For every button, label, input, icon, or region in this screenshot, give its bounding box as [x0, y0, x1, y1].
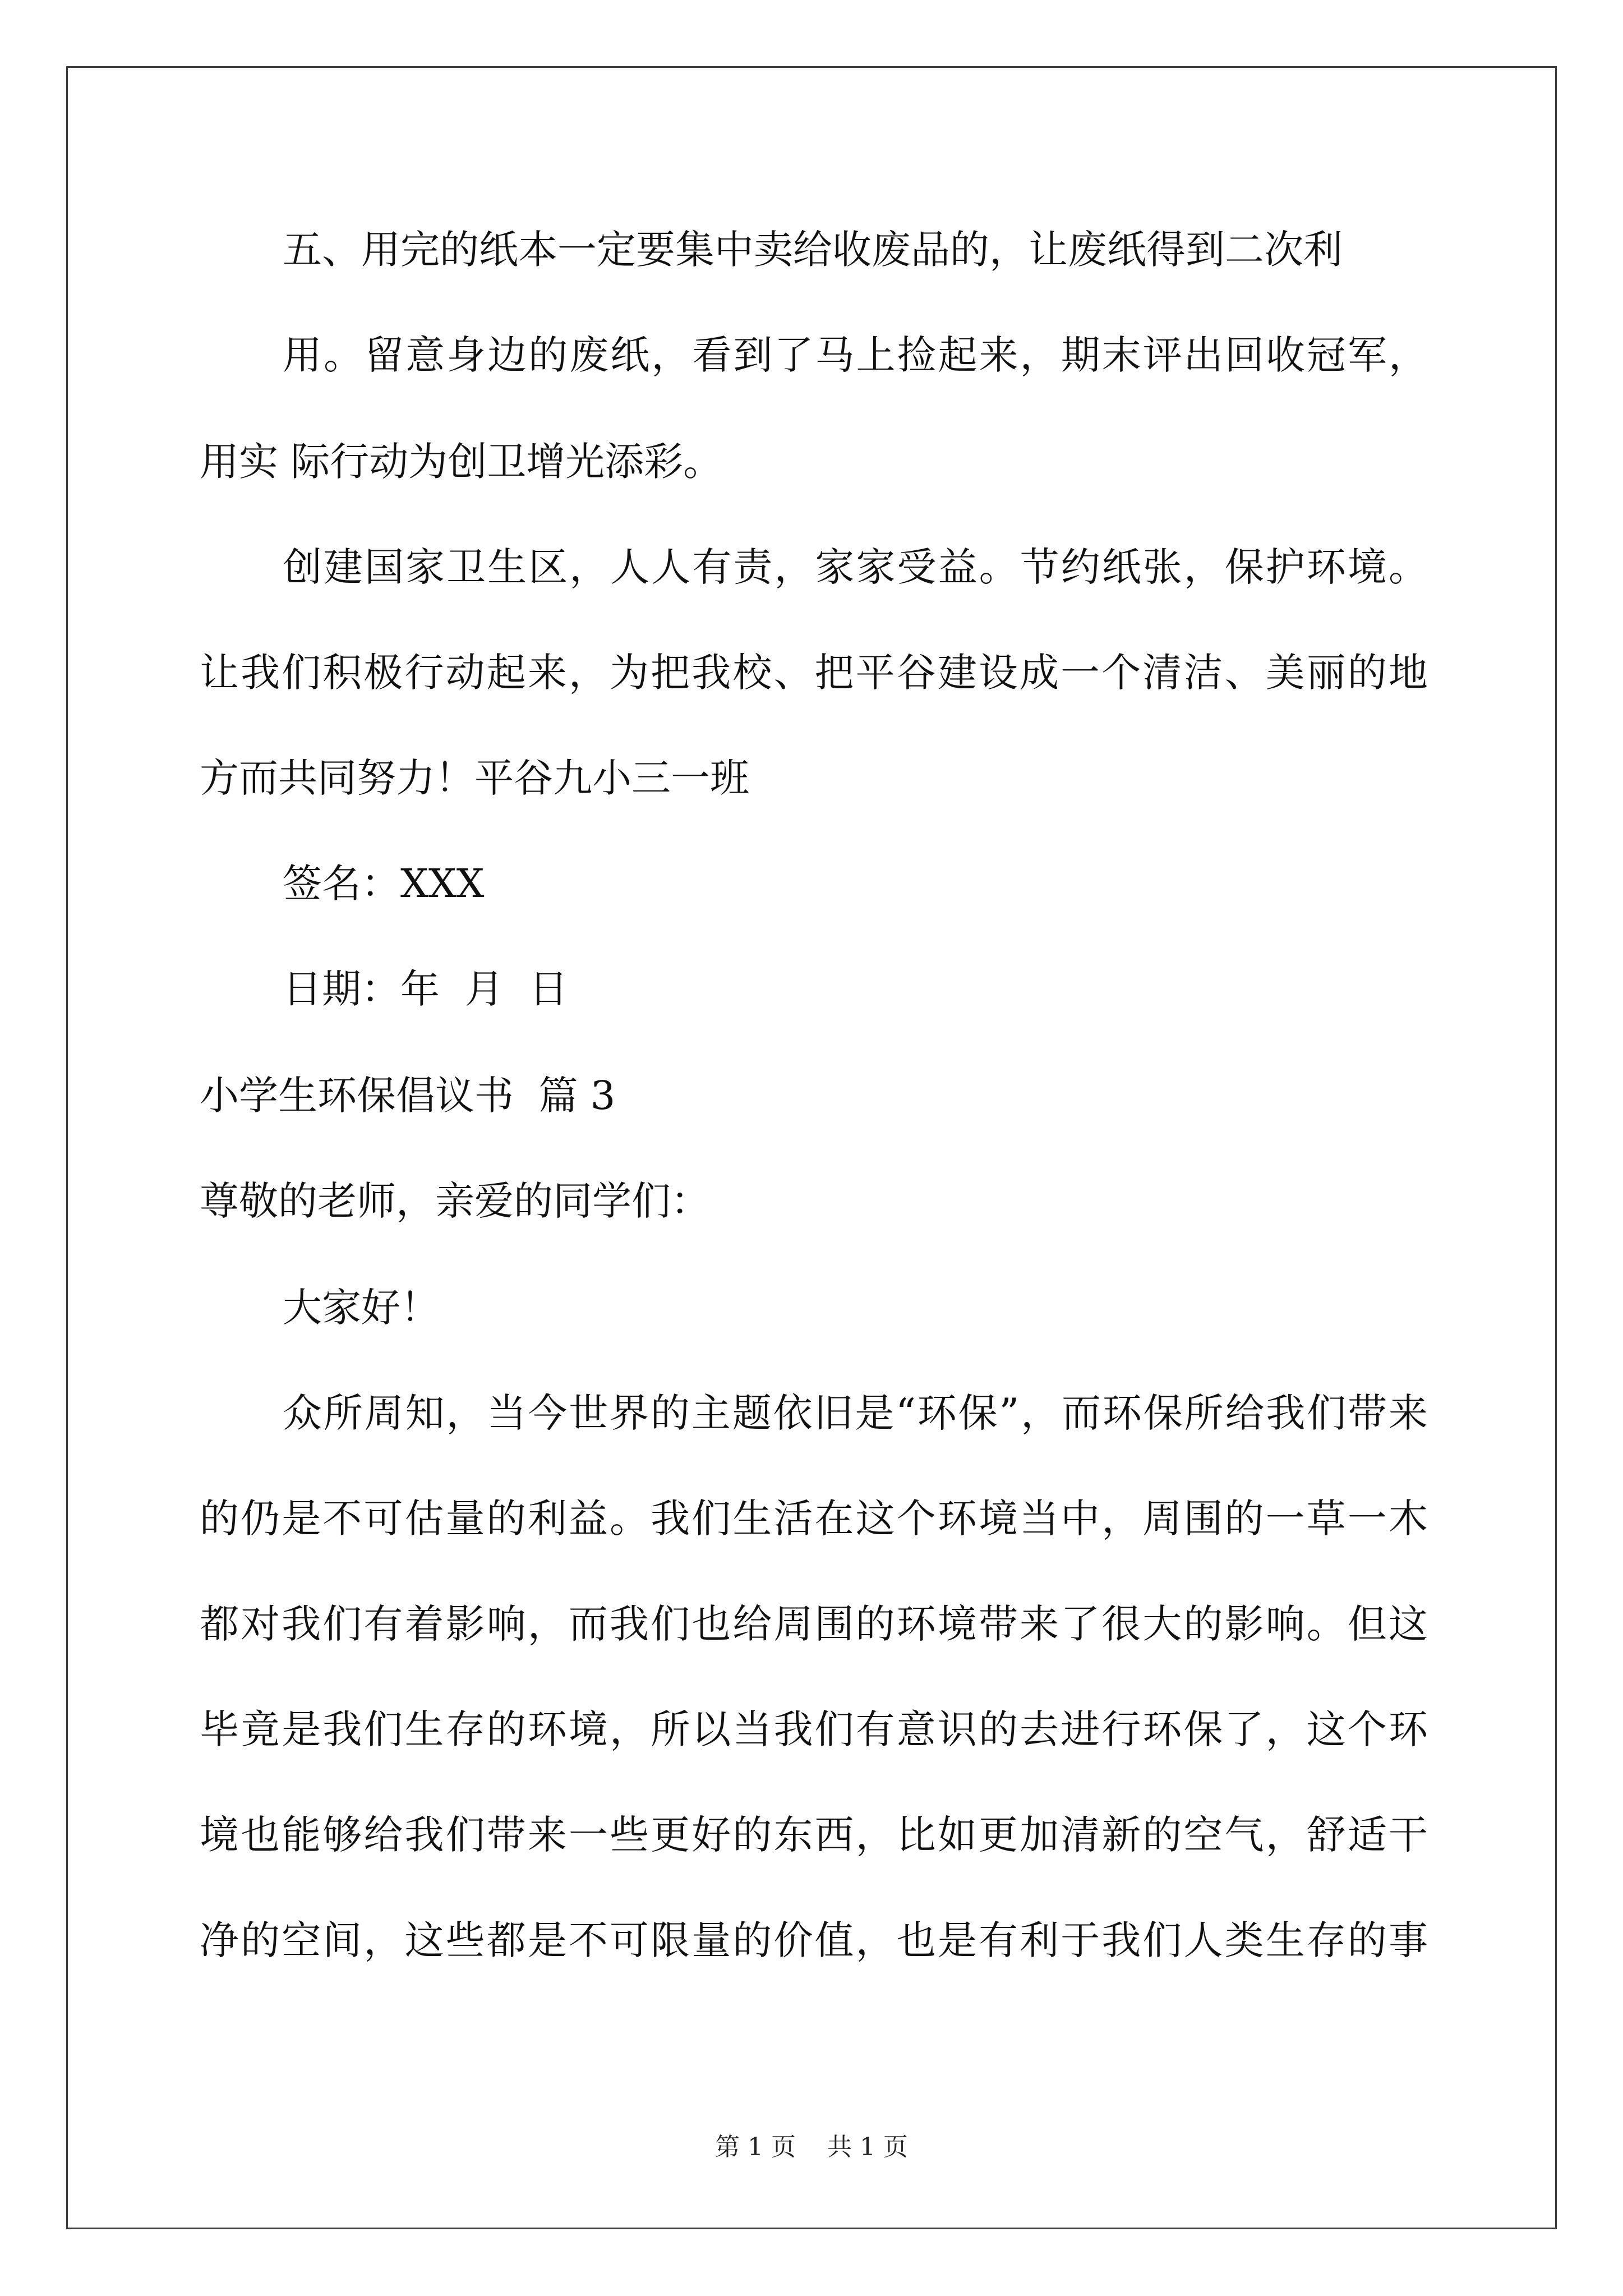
text-line: 毕竟是我们生存的环境，所以当我们有意识的去进行环保了，这个环: [200, 1706, 1428, 1752]
section-heading: 小学生环保倡议书 篇 3: [200, 1073, 616, 1119]
text-line: 用。留意身边的废纸，看到了马上捡起来，期末评出回收冠军，: [283, 332, 1428, 378]
text-line: 都对我们有着影响，而我们也给周围的环境带来了很大的影响。但这: [200, 1601, 1428, 1647]
greeting: 大家好！: [283, 1285, 440, 1331]
page-border: [66, 66, 1557, 2229]
date-line: 日期：年 月 日: [283, 966, 569, 1012]
text-line: 境也能够给我们带来一些更好的东西，比如更加清新的空气，舒适干: [200, 1812, 1428, 1858]
text-line: 方而共同努力！平谷九小三一班: [200, 755, 749, 801]
text-line: 用实 际行动为创卫增光添彩。: [200, 439, 723, 485]
page-footer: 第 1 页 共 1 页: [715, 2133, 908, 2161]
text-line: 创建国家卫生区，人人有责，家家受益。节约纸张，保护环境。: [283, 544, 1428, 590]
text-line: 让我们积极行动起来，为把我校、把平谷建设成一个清洁、美丽的地: [200, 650, 1428, 696]
signature-line: 签名：XXX: [283, 861, 485, 907]
salutation: 尊敬的老师，亲爱的同学们：: [200, 1178, 710, 1224]
text-line: 的仍是不可估量的利益。我们生活在这个环境当中，周围的一草一木: [200, 1496, 1428, 1542]
text-line: 五、用完的纸本一定要集中卖给收废品的，让废纸得到二次利: [283, 227, 1343, 273]
text-line: 净的空间，这些都是不可限量的价值，也是有利于我们人类生存的事: [200, 1917, 1428, 1963]
text-line: 众所周知，当今世界的主题依旧是“环保”，而环保所给我们带来: [283, 1390, 1428, 1436]
